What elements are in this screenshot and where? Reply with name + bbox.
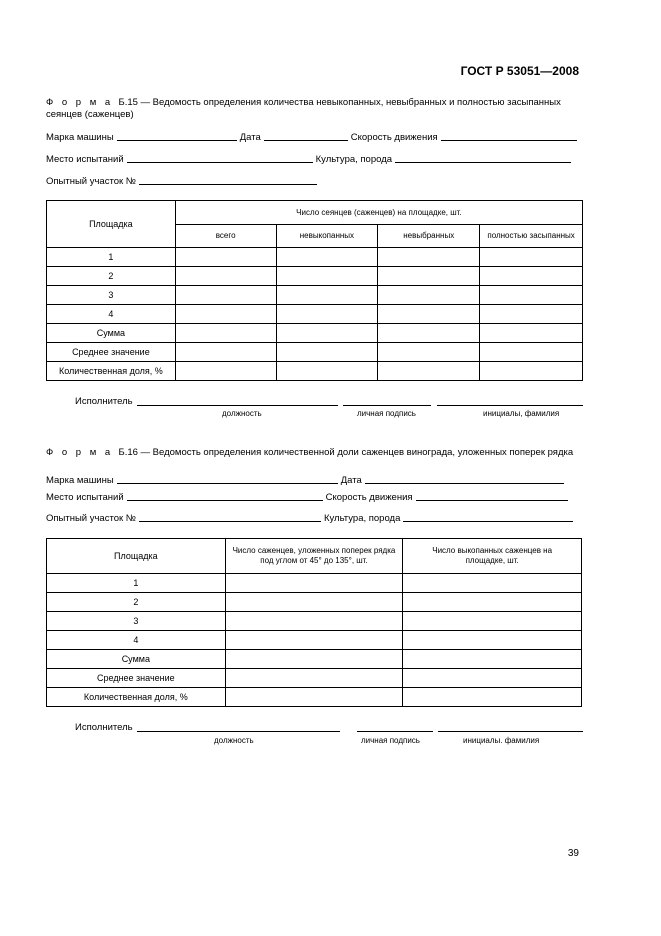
table-cell[interactable] bbox=[175, 305, 276, 324]
culture-label: Культура, порода bbox=[315, 154, 393, 165]
culture-field[interactable] bbox=[403, 521, 573, 522]
form-16-position-field[interactable] bbox=[137, 731, 340, 732]
table-cell[interactable] bbox=[403, 669, 582, 688]
table-row bbox=[47, 362, 583, 381]
table-cell[interactable] bbox=[480, 305, 583, 324]
row-label: 2 bbox=[47, 267, 176, 286]
table-cell[interactable] bbox=[403, 650, 582, 669]
table-cell[interactable] bbox=[175, 362, 276, 381]
table-cell[interactable] bbox=[403, 574, 582, 593]
table-cell[interactable] bbox=[225, 574, 403, 593]
table-cell[interactable] bbox=[175, 248, 276, 267]
table-row bbox=[47, 593, 582, 612]
form-15-title-text: Б.15 — Ведомость определения количества невыкопанных, невыбранных и полностью засыпанных сеянцев (саженцев) bbox=[46, 97, 561, 120]
table-cell[interactable] bbox=[403, 593, 582, 612]
table-cell[interactable] bbox=[378, 343, 480, 362]
row-label: 1 bbox=[47, 248, 176, 267]
table-row bbox=[47, 669, 582, 688]
form-16-line-plot bbox=[46, 510, 573, 524]
form-15-position-field[interactable] bbox=[137, 405, 338, 406]
table-cell[interactable] bbox=[225, 612, 403, 631]
table-cell[interactable] bbox=[378, 267, 480, 286]
table-cell[interactable] bbox=[276, 267, 378, 286]
form-16-title bbox=[46, 447, 586, 459]
plot-label: Опытный участок № bbox=[46, 513, 136, 524]
machine-field[interactable] bbox=[117, 483, 338, 484]
date-field[interactable] bbox=[264, 140, 348, 141]
form-15-table bbox=[46, 200, 583, 381]
form-16-signature-field[interactable] bbox=[357, 731, 433, 732]
row-label: 2 bbox=[47, 593, 226, 612]
form-16-word: Ф о р м а bbox=[46, 447, 114, 458]
table-cell[interactable] bbox=[378, 362, 480, 381]
table-cell[interactable] bbox=[225, 650, 403, 669]
form-15-word: Ф о р м а bbox=[46, 97, 114, 108]
form-16-line-machine bbox=[46, 472, 564, 486]
table-cell[interactable] bbox=[480, 286, 583, 305]
culture-label: Культура, порода bbox=[323, 513, 401, 524]
speed-label: Скорость движения bbox=[325, 492, 413, 503]
table-cell[interactable] bbox=[480, 267, 583, 286]
table-cell[interactable] bbox=[175, 324, 276, 343]
table-cell[interactable] bbox=[403, 688, 582, 707]
date-label: Дата bbox=[340, 475, 362, 486]
row-label: Среднее значение bbox=[47, 669, 226, 688]
table-cell[interactable] bbox=[403, 631, 582, 650]
place-label: Место испытаний bbox=[46, 492, 124, 503]
row-label: 1 bbox=[47, 574, 226, 593]
header-fully-covered: полностью засыпанных bbox=[480, 225, 583, 248]
table-cell[interactable] bbox=[480, 248, 583, 267]
table-row bbox=[47, 286, 583, 305]
form-16-position-caption: должность bbox=[214, 736, 254, 745]
header-total: всего bbox=[175, 225, 276, 248]
speed-field[interactable] bbox=[441, 140, 577, 141]
plot-field[interactable] bbox=[139, 184, 317, 185]
row-label: Количественная доля, % bbox=[47, 688, 226, 707]
header-dug-out: Число выкопанных саженцев на площадке, шт. bbox=[403, 539, 582, 574]
row-label: Среднее значение bbox=[47, 343, 176, 362]
form-15-name-caption: инициалы, фамилия bbox=[483, 409, 560, 418]
table-cell[interactable] bbox=[276, 248, 378, 267]
culture-field[interactable] bbox=[395, 162, 571, 163]
table-cell[interactable] bbox=[403, 612, 582, 631]
form-16-executor-label: Исполнитель bbox=[75, 722, 133, 733]
table-row bbox=[47, 305, 583, 324]
form-15-title bbox=[46, 97, 586, 121]
header-not-dug: невыкопанных bbox=[276, 225, 378, 248]
row-label: Сумма bbox=[47, 324, 176, 343]
date-label: Дата bbox=[239, 132, 261, 143]
table-cell[interactable] bbox=[378, 305, 480, 324]
place-field[interactable] bbox=[127, 500, 323, 501]
table-cell[interactable] bbox=[175, 343, 276, 362]
document-standard-number: ГОСТ Р 53051—2008 bbox=[460, 64, 579, 78]
table-cell[interactable] bbox=[276, 362, 378, 381]
form-16-table bbox=[46, 538, 582, 707]
form-15-position-caption: должность bbox=[222, 409, 262, 418]
header-area: Площадка bbox=[47, 201, 176, 248]
form-15-line-plot bbox=[46, 173, 317, 187]
header-not-picked: невыбранных bbox=[378, 225, 480, 248]
form-16-line-place bbox=[46, 489, 568, 503]
table-cell[interactable] bbox=[225, 593, 403, 612]
speed-field[interactable] bbox=[416, 500, 568, 501]
header-laid-across: Число саженцев, уложенных поперек рядка под углом от 45° до 135°, шт. bbox=[225, 539, 403, 574]
machine-label: Марка машины bbox=[46, 475, 114, 486]
row-label: 4 bbox=[47, 631, 226, 650]
table-row bbox=[47, 248, 583, 267]
table-row bbox=[47, 267, 583, 286]
machine-field[interactable] bbox=[117, 140, 237, 141]
place-label: Место испытаний bbox=[46, 154, 124, 165]
row-label: 3 bbox=[47, 612, 226, 631]
machine-label: Марка машины bbox=[46, 132, 114, 143]
table-cell[interactable] bbox=[225, 631, 403, 650]
place-field[interactable] bbox=[127, 162, 313, 163]
form-16-signature-caption: личная подпись bbox=[361, 736, 420, 745]
table-cell[interactable] bbox=[480, 343, 583, 362]
table-cell[interactable] bbox=[378, 248, 480, 267]
form-16-name-field[interactable] bbox=[438, 731, 583, 732]
speed-label: Скорость движения bbox=[350, 132, 438, 143]
row-label: 4 bbox=[47, 305, 176, 324]
plot-label: Опытный участок № bbox=[46, 176, 136, 187]
table-cell[interactable] bbox=[225, 688, 403, 707]
table-cell[interactable] bbox=[175, 286, 276, 305]
table-row bbox=[47, 324, 583, 343]
page-number: 39 bbox=[567, 848, 579, 859]
date-field[interactable] bbox=[365, 483, 564, 484]
form-15-signature-field[interactable] bbox=[343, 405, 431, 406]
table-cell[interactable] bbox=[276, 286, 378, 305]
row-label: 3 bbox=[47, 286, 176, 305]
table-cell[interactable] bbox=[276, 343, 378, 362]
form-16-name-caption: инициалы. фамилия bbox=[463, 736, 540, 745]
table-cell[interactable] bbox=[480, 324, 583, 343]
row-label: Количественная доля, % bbox=[47, 362, 176, 381]
form-15-line-place bbox=[46, 151, 571, 165]
table-cell[interactable] bbox=[276, 324, 378, 343]
table-cell[interactable] bbox=[225, 669, 403, 688]
header-area: Площадка bbox=[47, 539, 226, 574]
table-cell[interactable] bbox=[378, 324, 480, 343]
table-row bbox=[47, 688, 582, 707]
form-15-executor-label: Исполнитель bbox=[75, 396, 133, 407]
table-cell[interactable] bbox=[480, 362, 583, 381]
table-row bbox=[47, 650, 582, 669]
table-row bbox=[47, 343, 583, 362]
table-cell[interactable] bbox=[276, 305, 378, 324]
row-label: Сумма bbox=[47, 650, 226, 669]
form-15-signature-caption: личная подпись bbox=[357, 409, 416, 418]
table-row bbox=[47, 631, 582, 650]
form-16-title-text: Б.16 — Ведомость определения количественной доли саженцев винограда, уложенных поперек рядка bbox=[118, 447, 574, 458]
header-seedling-count: Число сеянцев (саженцев) на площадке, шт. bbox=[175, 201, 582, 225]
table-cell[interactable] bbox=[175, 267, 276, 286]
form-15-name-field[interactable] bbox=[437, 405, 583, 406]
form-15-line-machine bbox=[46, 129, 577, 143]
table-row bbox=[47, 574, 582, 593]
table-row bbox=[47, 612, 582, 631]
table-cell[interactable] bbox=[378, 286, 480, 305]
plot-field[interactable] bbox=[139, 521, 321, 522]
